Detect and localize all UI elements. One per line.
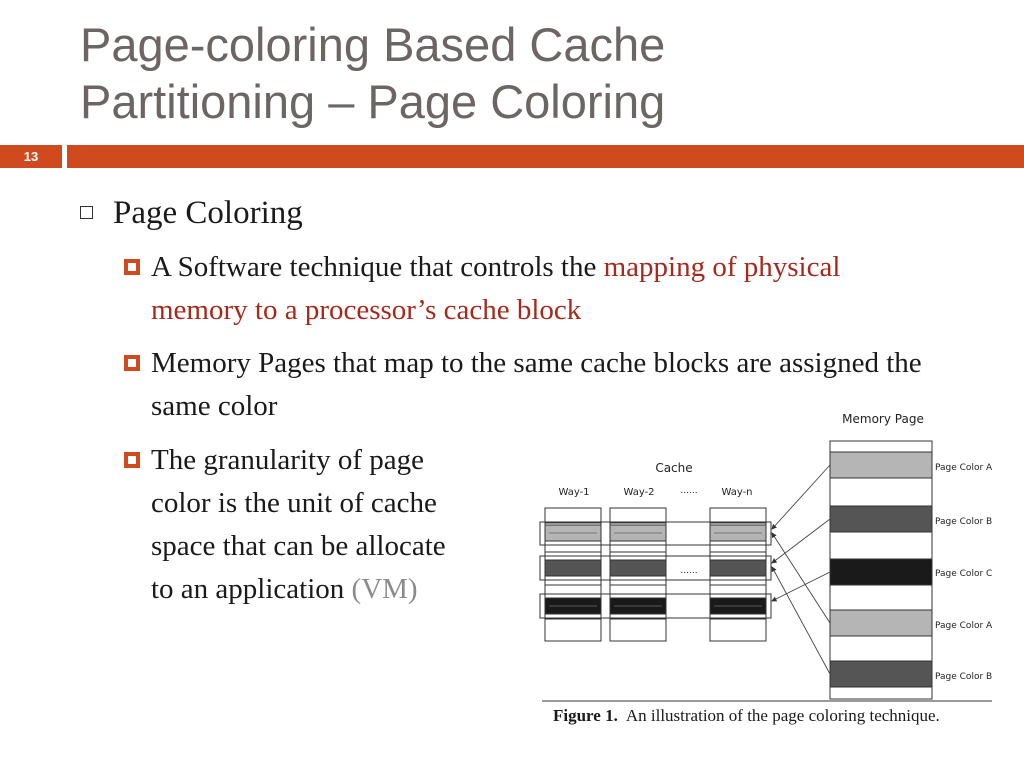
bullet-level1-text: Page Coloring xyxy=(113,195,303,231)
bullet-text xyxy=(151,246,924,332)
memory-page-column xyxy=(830,441,932,699)
page-label: Page Color B xyxy=(935,672,993,682)
bullet-text-highlight: mapping of physical memory to a processor’s cache block xyxy=(151,251,841,326)
memory-page-title: Memory Page xyxy=(842,412,924,426)
figure-caption-text: An illustration of the page coloring technique. xyxy=(625,706,940,725)
bullet-line: space that can be allocate xyxy=(151,530,446,562)
bullet-line: to an application xyxy=(151,573,352,605)
slide-title-line-2: Partitioning – Page Coloring xyxy=(80,75,666,128)
title-divider-bar xyxy=(67,145,1024,168)
page-label: Page Color A xyxy=(935,463,993,473)
bullet-line: The granularity of page xyxy=(151,444,424,476)
way-label: Way-1 xyxy=(558,487,590,498)
bullet-level1-page-coloring xyxy=(80,193,303,233)
page-coloring-figure xyxy=(536,405,996,730)
memory-page-color-a xyxy=(830,452,932,478)
bullet-text xyxy=(151,439,544,611)
bullet-line: color is the unit of cache xyxy=(151,487,437,519)
square-bullet-icon xyxy=(124,452,140,468)
bullet-text-plain: A Software technique that controls the xyxy=(151,251,604,283)
way-ellipsis: ...... xyxy=(680,486,698,496)
slide-title-line-1: Page-coloring Based Cache xyxy=(80,18,666,71)
figure-caption-label: Figure 1. xyxy=(553,706,618,725)
page-label: Page Color C xyxy=(935,569,993,579)
bullet-software-technique xyxy=(124,246,924,332)
way-label: Way-n xyxy=(721,487,753,498)
bullet-text: Memory Pages that map to the same cache blocks are assigned the same color xyxy=(151,347,922,422)
memory-page-color-c xyxy=(830,559,932,585)
page-label: Page Color A xyxy=(935,621,993,631)
page-label: Page Color B xyxy=(935,517,993,527)
way-label: Way-2 xyxy=(623,487,655,498)
cache-title: Cache xyxy=(655,461,693,475)
square-bullet-icon xyxy=(124,259,140,275)
mapping-arrows xyxy=(772,465,830,674)
slide-title xyxy=(80,16,980,130)
square-bullet-icon xyxy=(124,355,140,371)
memory-page-color-b-2 xyxy=(830,661,932,687)
bullet-granularity xyxy=(124,439,544,611)
memory-page-color-b xyxy=(830,506,932,532)
figure-caption xyxy=(553,705,940,727)
hollow-square-bullet-icon xyxy=(80,206,93,219)
row-ellipsis: ...... xyxy=(680,566,698,576)
slide-number: 13 xyxy=(23,149,39,164)
memory-page-color-a-2 xyxy=(830,610,932,636)
bullet-text-highlight: (VM) xyxy=(351,573,418,605)
cache-blocks-color-b xyxy=(545,560,766,576)
page-coloring-diagram xyxy=(536,405,996,730)
